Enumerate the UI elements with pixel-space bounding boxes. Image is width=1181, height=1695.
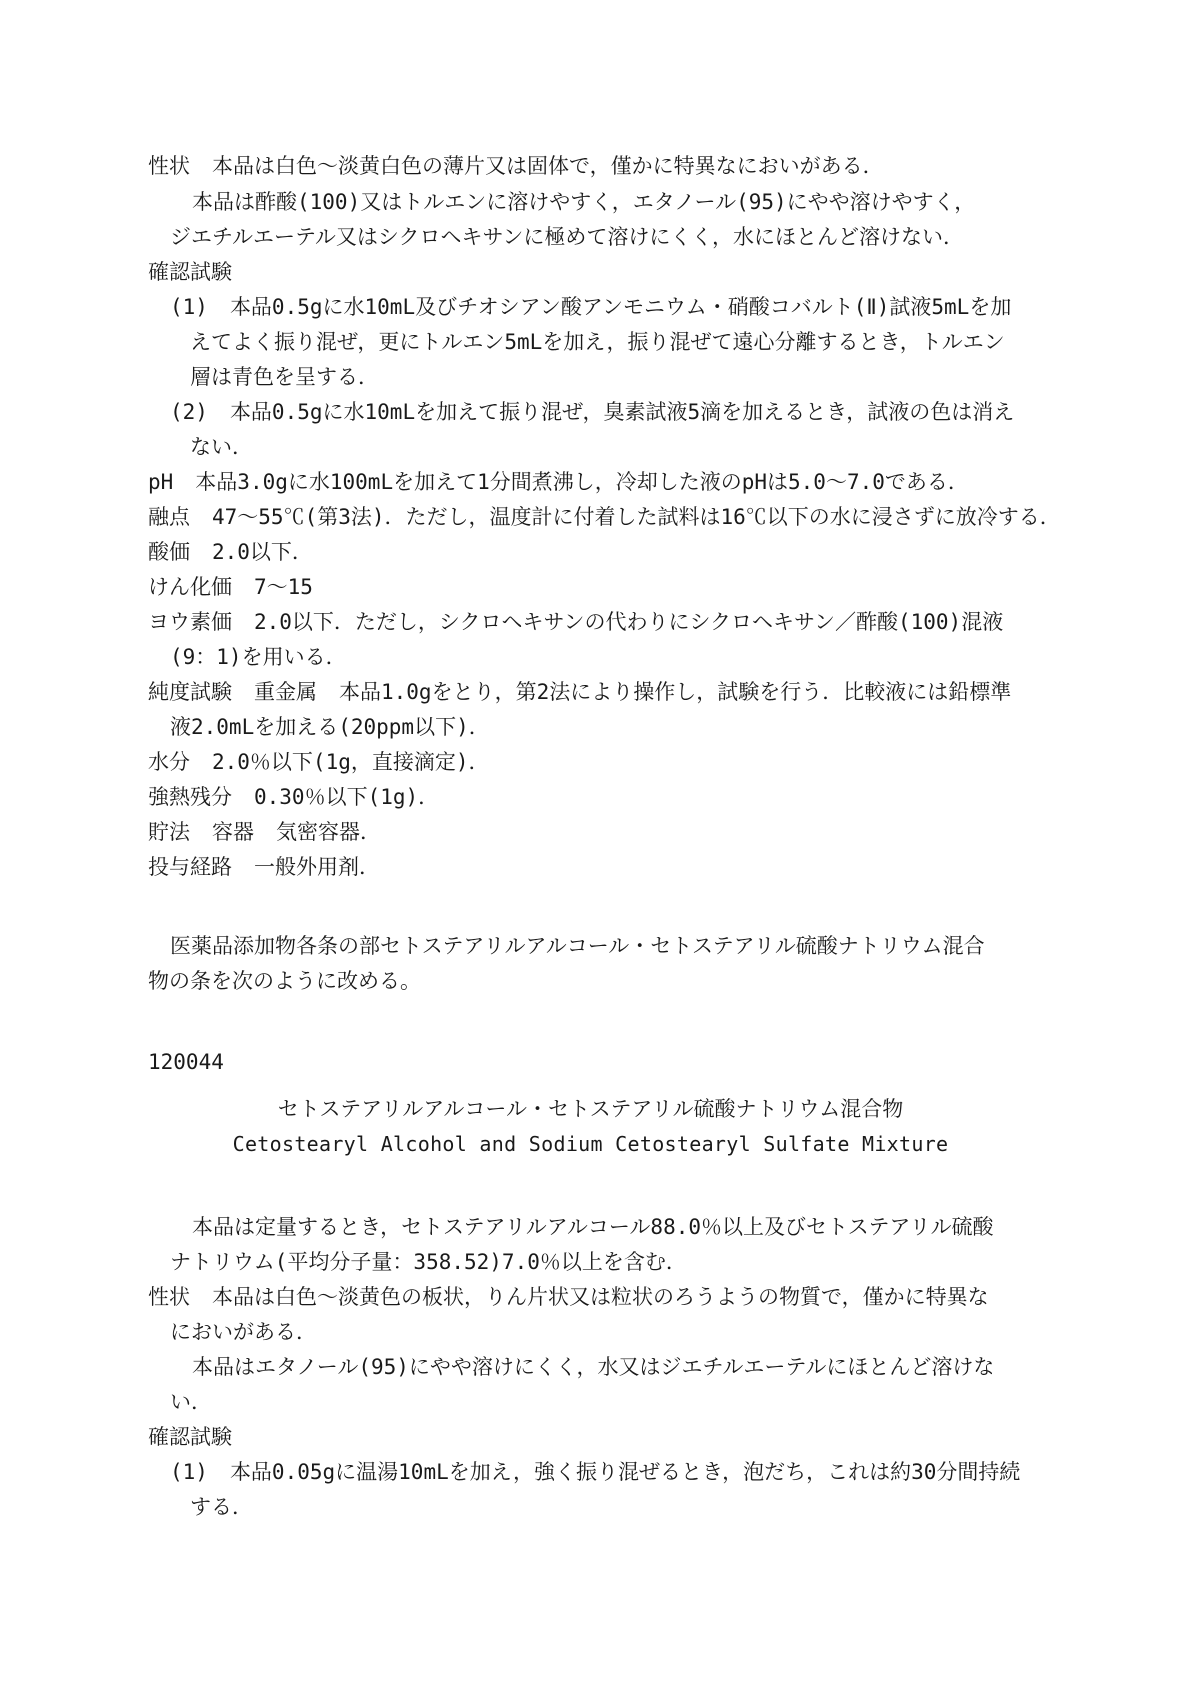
s2-test1-text1: 本品0.05gに温湯10mLを加え，強く振り混ぜるとき，泡だち，これは約30分間持続 <box>229 1460 1021 1484</box>
s1-seijo-text: 本品は白色～淡黄白色の薄片又は固体で，僅かに特異なにおいがある． <box>212 154 884 178</box>
s1-test2-text1: 本品0.5gに水10mLを加えて振り混ぜ，臭素試液5滴を加えるとき，試液の色は消え <box>229 400 1015 424</box>
s1-ph-line <box>148 468 969 496</box>
s1-route-line <box>148 853 380 881</box>
monograph-title-en: Cetostearyl Alcohol and Sodium Cetostearyl Sulfate Mixture <box>232 1132 949 1156</box>
s2-solubility-line2: い． <box>170 1390 212 1414</box>
s1-test1-line1 <box>170 293 1011 321</box>
s1-residue-head: 強熱残分 <box>148 785 232 809</box>
s1-test1-num: (1) <box>170 295 208 319</box>
s1-storage-sub: 容器 <box>212 820 254 844</box>
s1-test2-line2: ない． <box>190 435 253 459</box>
s1-purity-line2: 液2.0mLを加える(20ppm以下)． <box>170 715 490 739</box>
s1-mp-head: 融点 <box>148 505 190 529</box>
monograph-code: 120044 <box>148 1050 224 1074</box>
s1-iodine-text1: 2.0以下．ただし，シクロヘキサンの代わりにシクロヘキサン／酢酸(100)混液 <box>254 610 1004 634</box>
s1-sap-text: 7～15 <box>254 575 313 599</box>
s1-acid-text: 2.0以下． <box>212 540 313 564</box>
s1-test2-num: (2) <box>170 400 208 424</box>
amendment-line1: 医薬品添加物各条の部セトステアリルアルコール・セトステアリル硫酸ナトリウム混合 <box>170 934 985 958</box>
s1-water-line <box>148 748 490 776</box>
s1-purity-head: 純度試験 <box>148 680 232 704</box>
s1-solubility-2: ジエチルエーテル又はシクロヘキサンに極めて溶けにくく，水にほとんど溶けない． <box>170 225 965 249</box>
s1-acid-line <box>148 538 313 566</box>
s1-mp-text: 47～55℃(第3法)．ただし，温度計に付着した試料は16℃以下の水に浸さずに放冷する． <box>212 505 1061 529</box>
s1-ph-head: pH <box>148 470 174 494</box>
s2-seijo-text1: 本品は白色～淡黄色の板状，りん片状又は粒状のろうようの物質で，僅かに特異な <box>212 1285 989 1309</box>
s1-sap-head: けん化価 <box>148 575 232 599</box>
s1-purity-line1 <box>148 678 1011 706</box>
s1-test2-line1 <box>170 398 1014 426</box>
s2-test1-num: (1) <box>170 1460 208 1484</box>
s1-iodine-line2: (9：1)を用いる． <box>170 645 347 669</box>
s1-test1-text1: 本品0.5gに水10mL及びチオシアン酸アンモニウム・硝酸コバルト(Ⅱ)試液5mLを加 <box>229 295 1012 319</box>
s2-seijo-head: 性状 <box>148 1285 190 1309</box>
s1-purity-text1: 本品1.0gをとり，第2法により操作し，試験を行う．比較液には鉛標準 <box>339 680 1012 704</box>
s1-water-head: 水分 <box>148 750 190 774</box>
s2-assay-line1: 本品は定量するとき，セトステアリルアルコール88.0％以上及びセトステアリル硫酸 <box>192 1215 994 1239</box>
amendment-line2: 物の条を次のように改める。 <box>148 969 421 993</box>
s1-test1-line3: 層は青色を呈する． <box>190 365 379 389</box>
s1-seijo-line <box>148 152 884 180</box>
s2-solubility-line1: 本品はエタノール(95)にやや溶けにくく，水又はジエチルエーテルにほとんど溶けな <box>192 1355 995 1379</box>
s2-kakunin-head: 確認試験 <box>148 1425 232 1449</box>
s2-test1-line1 <box>170 1458 1020 1486</box>
s1-seijo-head: 性状 <box>148 154 190 178</box>
s1-route-text: 一般外用剤． <box>254 855 380 879</box>
s1-storage-line <box>148 818 381 846</box>
s1-sap-line <box>148 573 313 601</box>
s1-acid-head: 酸価 <box>148 540 190 564</box>
s1-iodine-line1 <box>148 608 1003 636</box>
s1-ph-text: 本品3.0gに水100mLを加えて1分間煮沸し，冷却した液のpHは5.0～7.0である． <box>195 470 969 494</box>
s1-purity-sub: 重金属 <box>254 680 317 704</box>
s1-kakunin-head: 確認試験 <box>148 260 232 284</box>
s1-mp-line <box>148 503 1061 531</box>
s1-iodine-head: ヨウ素価 <box>148 610 232 634</box>
monograph-title-ja: セトステアリルアルコール・セトステアリル硫酸ナトリウム混合物 <box>277 1097 904 1121</box>
s2-test1-line2: する． <box>190 1495 253 1519</box>
s1-residue-line <box>148 783 439 811</box>
s1-route-head: 投与経路 <box>148 855 232 879</box>
s2-seijo-line2: においがある． <box>170 1320 317 1344</box>
s1-solubility-1: 本品は酢酸(100)又はトルエンに溶けやすく，エタノール(95)にやや溶けやすく， <box>192 190 976 214</box>
s1-water-text: 2.0％以下(1g，直接滴定)． <box>212 750 490 774</box>
s1-residue-text: 0.30％以下(1g)． <box>254 785 440 809</box>
s1-storage-text: 気密容器． <box>276 820 381 844</box>
s2-assay-line2: ナトリウム(平均分子量：358.52)7.0％以上を含む． <box>170 1250 687 1274</box>
s1-test1-line2: えてよく振り混ぜ，更にトルエン5mLを加え，振り混ぜて遠心分離するとき，トルエン <box>190 330 1005 354</box>
s1-storage-head: 貯法 <box>148 820 190 844</box>
s2-seijo-line1 <box>148 1283 989 1311</box>
